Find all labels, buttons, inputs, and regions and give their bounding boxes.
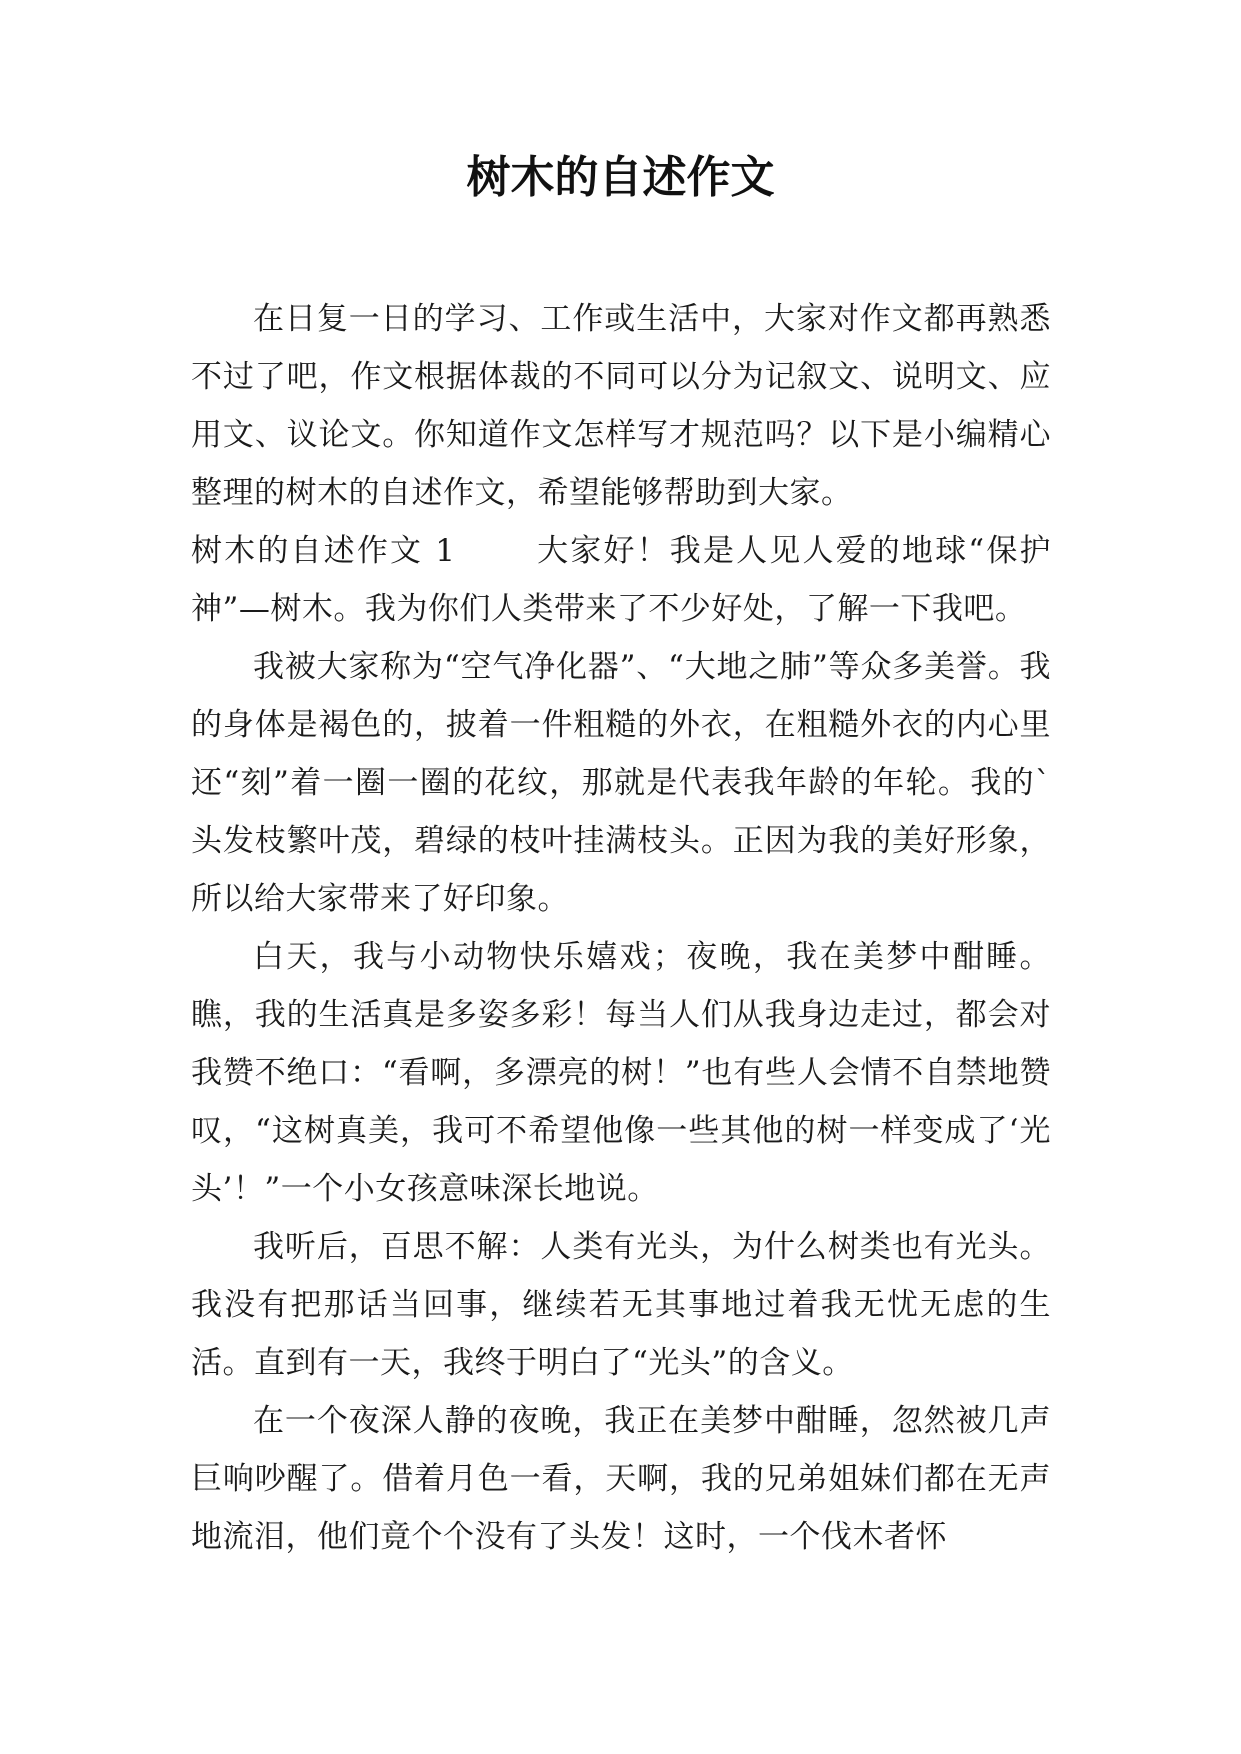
section-heading: 树木的自述作文 1: [191, 533, 456, 569]
paragraph-intro: 在日复一日的学习、工作或生活中，大家对作文都再熟悉不过了吧，作文根据体裁的不同可以分为记叙文、说明文、应用文、议论文。你知道作文怎样写才规范吗？以下是小编精心整理的树木的自述作文，希望能够帮助到大家。: [191, 301, 1051, 511]
paragraph-appearance: 我被大家称为“空气净化器”、“大地之肺”等众多美誉。我的身体是褐色的，披着一件粗糙的外衣，在粗糙外衣的内心里还“刻”着一圈一圈的花纹，那就是代表我年龄的年轮。我的`头发枝繁叶茂，碧绿的枝叶挂满枝头。正因为我的美好形象，所以给大家带来了好印象。: [191, 649, 1051, 917]
document-title: 树木的自述作文: [466, 152, 775, 203]
document-body: [191, 290, 1051, 1566]
paragraph-night: 在一个夜深人静的夜晚，我正在美梦中酣睡，忽然被几声巨响吵醒了。借着月色一看，天啊，我的兄弟姐妹们都在无声地流泪，他们竟个个没有了头发！这时，一个伐木者怀: [191, 1403, 1051, 1555]
paragraph-daily-life: 白天，我与小动物快乐嬉戏；夜晚，我在美梦中酣睡。瞧，我的生活真是多姿多彩！每当人们从我身边走过，都会对我赞不绝口：“看啊，多漂亮的树！”也有些人会情不自禁地赞叹，“这树真美，我可不希望他像一些其他的树一样变成了‘光头’！”一个小女孩意味深长地说。: [191, 939, 1051, 1207]
paragraph-puzzled: 我听后，百思不解：人类有光头，为什么树类也有光头。我没有把那话当回事，继续若无其事地过着我无忧无虑的生活。直到有一天，我终于明白了“光头”的含义。: [191, 1229, 1051, 1381]
section-paragraph: [191, 522, 1051, 638]
section-text: 大家好！我是人见人爱的地球“保护神”—树木。我为你们人类带来了不少好处，了解一下我吧。: [191, 533, 1051, 627]
